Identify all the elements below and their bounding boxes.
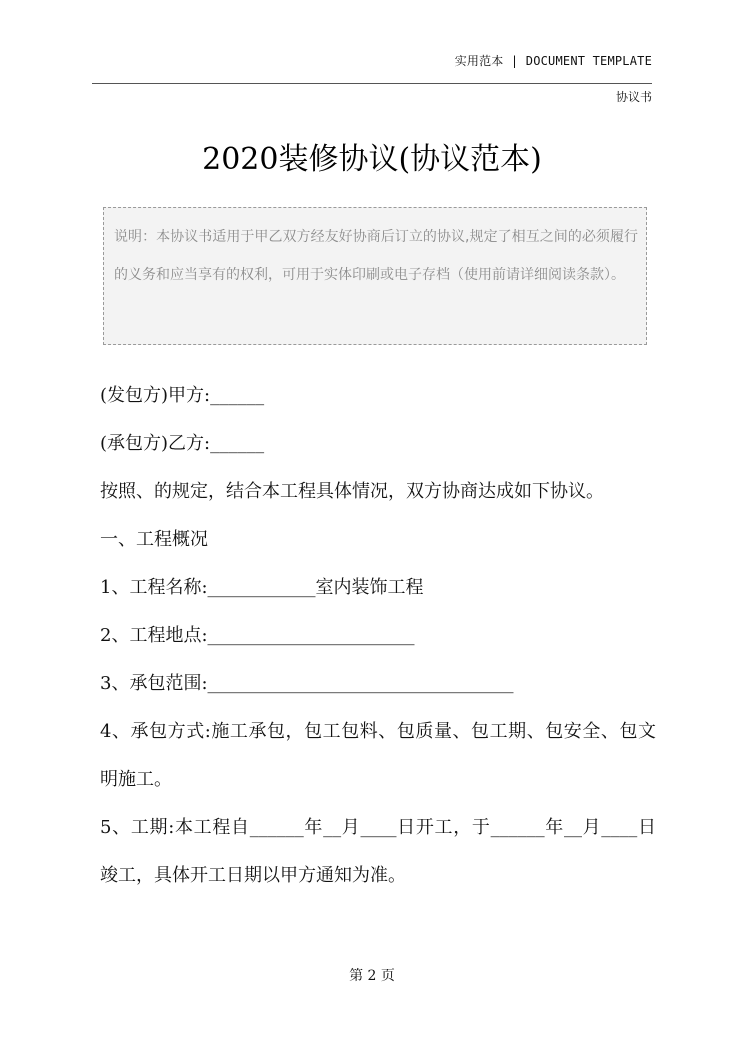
clause-contract-method: 4、承包方式:施工承包，包工包料、包质量、包工期、包安全、包文明施工。	[100, 721, 656, 790]
header-document-template-label: 实用范本 | DOCUMENT TEMPLATE	[454, 54, 652, 68]
header-category-label: 协议书	[615, 90, 652, 104]
party-b-line: (承包方)乙方:______	[100, 433, 265, 454]
description-note-box	[103, 207, 647, 345]
clause-project-name: 1、工程名称:____________室内装饰工程	[100, 577, 424, 598]
header-divider	[92, 83, 652, 84]
party-a-line: (发包方)甲方:______	[100, 385, 265, 406]
document-title: 2020装修协议(协议范本)	[202, 142, 542, 177]
page-number: 第 2 页	[349, 968, 395, 984]
preamble-paragraph: 按照、的规定，结合本工程具体情况，双方协商达成如下协议。	[100, 481, 604, 502]
clause-project-location: 2、工程地点:_______________________	[100, 625, 415, 646]
document-body	[100, 372, 656, 900]
section-heading-project-overview: 一、工程概况	[100, 529, 208, 550]
clause-construction-period: 5、工期:本工程自______年__月____日开工，于______年__月____日竣工，具体开工日期以甲方通知为准。	[100, 817, 656, 886]
clause-contract-scope: 3、承包范围:__________________________________	[100, 673, 514, 694]
description-note-text: 说明：本协议书适用于甲乙双方经友好协商后订立的协议,规定了相互之间的必须履行的义务和应当享有的权利，可用于实体印刷或电子存档（使用前请详细阅读条款）。	[114, 229, 638, 283]
